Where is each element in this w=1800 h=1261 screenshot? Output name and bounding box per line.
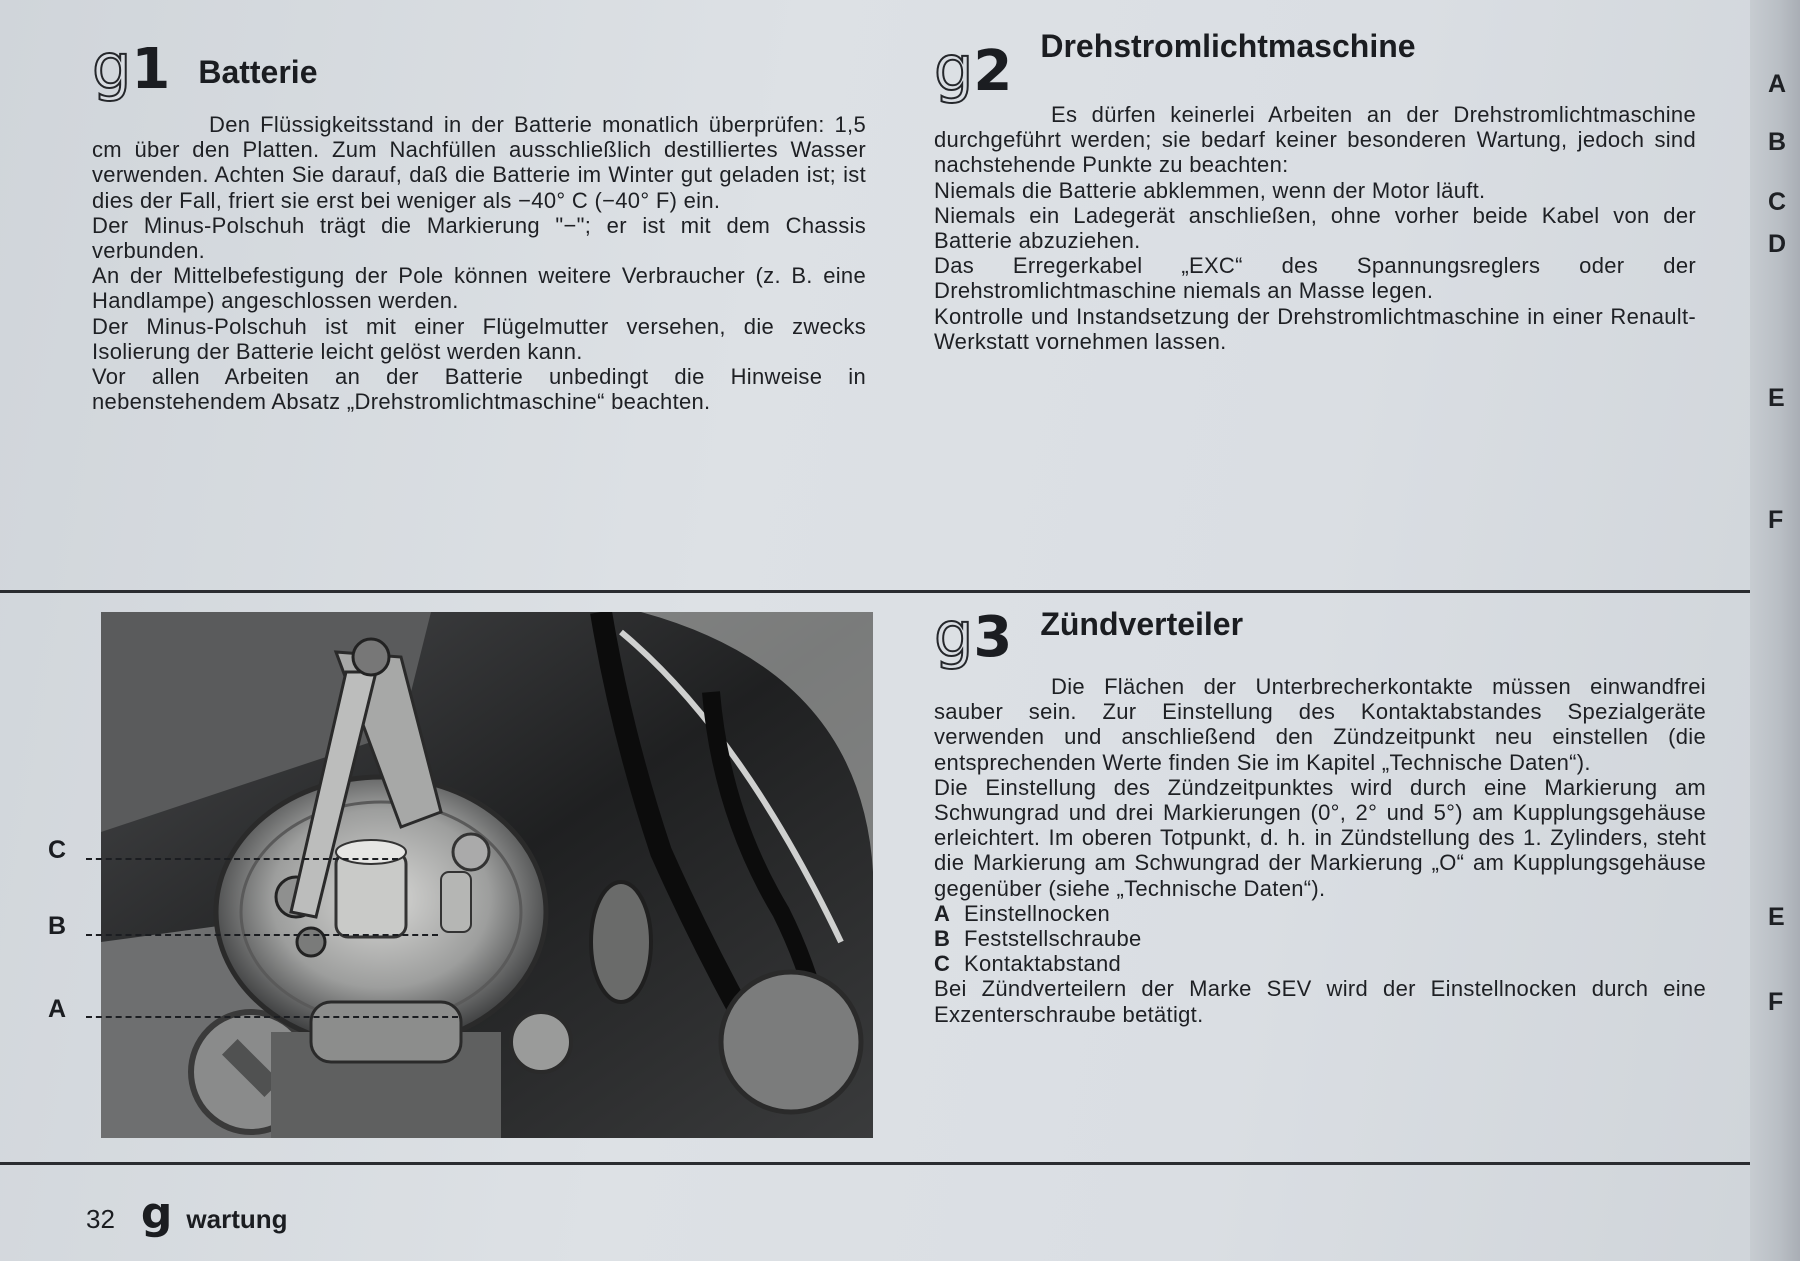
- side-index-f: F: [1768, 506, 1784, 534]
- section-g2-letter: g: [934, 32, 974, 105]
- section-g3-body: [934, 674, 1706, 1027]
- section-g3-title: Zündverteiler: [1040, 606, 1244, 642]
- callout-label-b: B: [48, 912, 67, 940]
- section-g1-heading: [92, 30, 318, 103]
- callout-label-c: C: [48, 836, 67, 864]
- section-g2-title: Drehstromlichtmaschine: [1040, 28, 1416, 64]
- legend-item-b: [934, 926, 1706, 951]
- distributor-photo: [101, 612, 873, 1138]
- g2-paragraph-2: Niemals die Batterie abklemmen, wenn der Motor läuft.: [934, 177, 1486, 203]
- side-index-a: A: [1768, 70, 1787, 98]
- legend-label-c: Kontaktabstand: [964, 951, 1122, 977]
- side-index-f-lower: F: [1768, 988, 1784, 1016]
- callout-line-a: [86, 1016, 458, 1018]
- chapter-title: wartung: [186, 1204, 288, 1234]
- footer-divider: [0, 1162, 1750, 1165]
- section-g2-number: 2: [973, 39, 1013, 104]
- g1-paragraph-3: An der Mittelbefestigung der Pole können weitere Verbraucher (z. B. eine Handlampe) angeschlossen werden.: [92, 263, 866, 314]
- section-g2-heading: [934, 28, 1416, 105]
- g3-closing-paragraph: Bei Zündverteilern der Marke SEV wird der Einstellnocken durch eine Exzenterschraube betätigt.: [934, 976, 1706, 1027]
- side-index-b: B: [1768, 128, 1787, 156]
- g3-paragraph-2: Die Einstellung des Zündzeitpunktes wird durch eine Markierung am Schwungrad und drei Markierungen (0°, 2° und 5°) am Kupplungsgehäuse erleichtert. Im oberen Totpunkt, d. h. in Zündstellung des 1. Zylinders, steht die Markierung am Schwungrad der Markierung „O“ am Kupplungsgehäuse gegenüber (siehe „Technische Daten“).: [934, 774, 1706, 901]
- side-index-c: C: [1768, 188, 1787, 216]
- chapter-letter: g: [140, 1188, 173, 1239]
- callout-line-c: [86, 858, 398, 860]
- section-divider: [0, 590, 1750, 593]
- section-g1-title: Batterie: [198, 54, 318, 90]
- callout-line-b: [86, 934, 438, 936]
- g1-paragraph-5: Vor allen Arbeiten an der Batterie unbedingt die Hinweise in nebenstehendem Absatz „Drehstromlichtmaschine“ beachten.: [92, 364, 866, 415]
- section-g1-number: 1: [131, 37, 171, 102]
- side-index-e: E: [1768, 384, 1785, 412]
- legend-label-b: Feststellschraube: [964, 926, 1142, 952]
- legend-key-a: A: [934, 900, 951, 926]
- legend-item-a: [934, 901, 1706, 926]
- g2-paragraph-1: Es dürfen keinerlei Arbeiten an der Drehstromlichtmaschine durchgeführt werden; sie bedarf keiner besonderen Wartung, jedoch sind nachstehende Punkte zu beachten:: [934, 102, 1696, 178]
- page-footer: [86, 1188, 288, 1239]
- g2-paragraph-5: Kontrolle und Instandsetzung der Drehstromlichtmaschine in einer Renault-Werkstatt vornehmen lassen.: [934, 303, 1696, 354]
- legend-key-c: C: [934, 951, 951, 977]
- section-g3-letter: g: [934, 598, 974, 671]
- legend-key-b: B: [934, 926, 951, 952]
- g3-paragraph-1: Die Flächen der Unterbrecherkontakte müssen einwandfrei sauber sein. Zur Einstellung des Kontaktabstandes Spezialgeräte verwenden und anschließend den Zündzeitpunkt neu einstellen (die entsprechenden Werte finden Sie im Kapitel „Technische Daten“).: [934, 674, 1706, 775]
- section-g1-letter: g: [92, 30, 132, 103]
- legend-item-c: [934, 951, 1706, 976]
- side-index-e-lower: E: [1768, 903, 1785, 931]
- legend-label-a: Einstellnocken: [964, 900, 1111, 926]
- g1-paragraph-1: Den Flüssigkeitsstand in der Batterie monatlich überprüfen: 1,5 cm über den Platten. Zum Nachfüllen ausschließlich destilliertes Wasser verwenden. Achten Sie darauf, daß die Batterie im Winter gut geladen ist; ist dies der Fall, friert sie erst bei weniger als −40° C (−40° F) ein.: [92, 112, 866, 213]
- g2-paragraph-4: Das Erregerkabel „EXC“ des Spannungsreglers oder der Drehstromlichtmaschine niemals an Masse legen.: [934, 253, 1696, 304]
- g2-paragraph-3: Niemals ein Ladegerät anschließen, ohne vorher beide Kabel von der Batterie abzuziehen.: [934, 202, 1696, 254]
- callout-label-a: A: [48, 995, 67, 1023]
- page-number: 32: [86, 1204, 115, 1234]
- g1-paragraph-4: Der Minus-Polschuh ist mit einer Flügelmutter versehen, die zwecks Isolierung der Batterie leicht gelöst werden kann.: [92, 313, 866, 364]
- section-g3-heading: [934, 598, 1244, 671]
- section-g1-body: [92, 112, 866, 414]
- g1-paragraph-2: Der Minus-Polschuh trägt die Markierung "−"; er ist mit dem Chassis verbunden.: [92, 212, 866, 264]
- distributor-illustration: [101, 612, 873, 1138]
- section-g3-number: 3: [973, 605, 1013, 670]
- section-g2-body: [934, 102, 1696, 354]
- side-index-d: D: [1768, 230, 1787, 258]
